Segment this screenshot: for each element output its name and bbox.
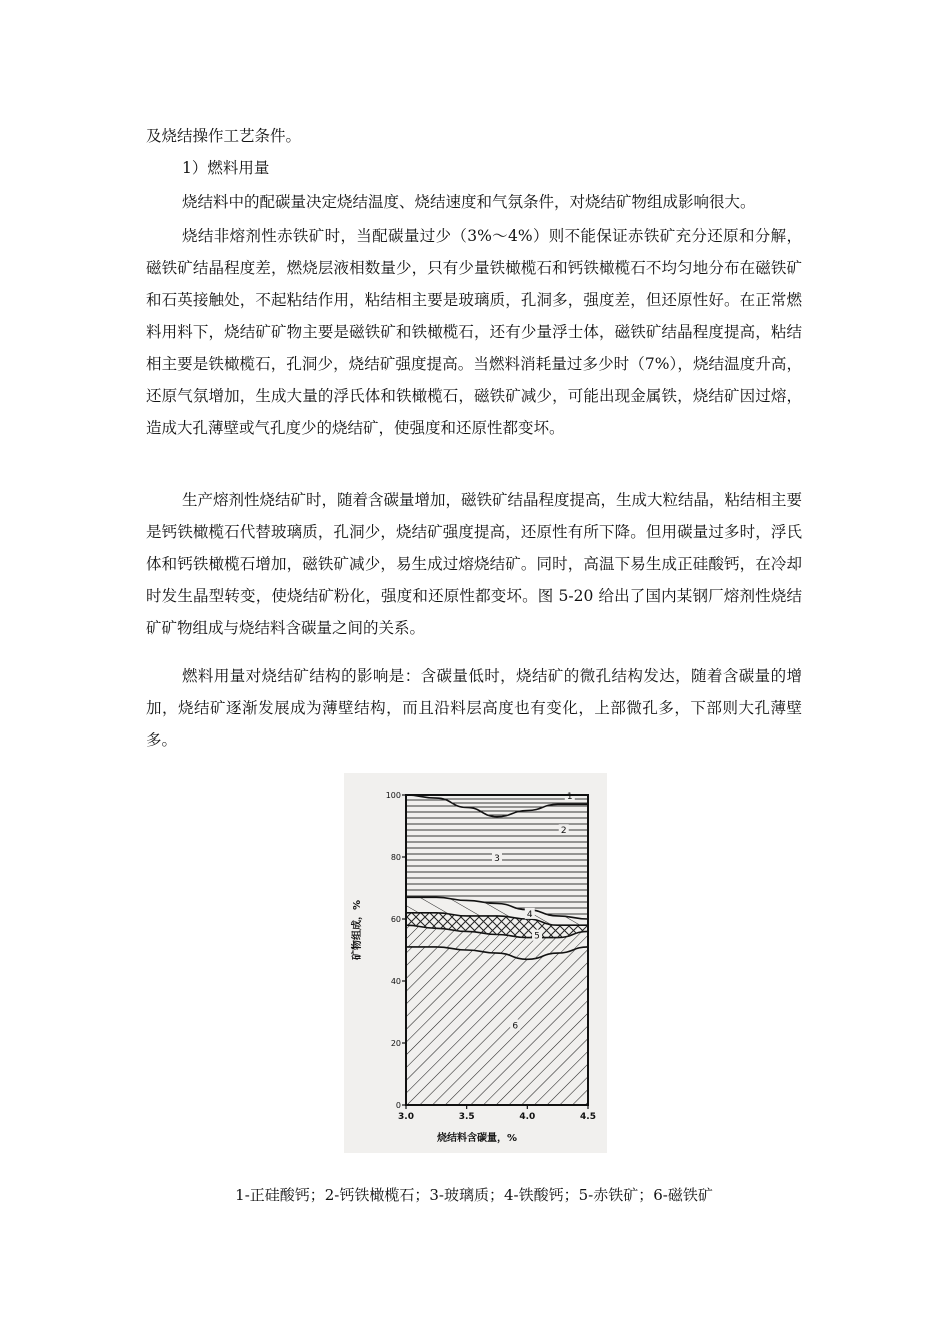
x-axis-label: 烧结料含碳量，% — [436, 1133, 518, 1144]
section-heading-fuel: 1）燃料用量 — [182, 159, 270, 177]
chart-regions — [406, 790, 588, 1105]
region-label-2: 2 — [560, 826, 567, 837]
x-tick-label: 4.0 — [519, 1112, 536, 1122]
y-tick-label: 100 — [385, 791, 401, 800]
paragraph-flux-sinter: 生产熔剂性烧结矿时，随着含碳量增加，磁铁矿结晶程度提高，生成大粒结晶，粘结相主要是钙铁橄榄石代替玻璃质，孔洞少，烧结矿强度提高，还原性有所下降。但用碳量过多时，浮氏体和钙铁橄榄石增加，磁铁矿减少，易生成过熔烧结矿。同时，高温下易生成正硅酸钙，在冷却时发生晶型转变，使烧结矿粉化，强度和还原性都变坏。图 5-20 给出了国内某钢厂熔剂性烧结矿矿物组成与烧结料含碳量之间的关系。 — [146, 491, 803, 637]
figure-mineral-composition — [344, 773, 607, 1153]
paragraph-nonflux-sinter: 烧结非熔剂性赤铁矿时，当配碳量过少（3%～4%）则不能保证赤铁矿充分还原和分解，磁铁矿结晶程度差，燃烧层液相数量少，只有少量铁橄榄石和钙铁橄榄石不均匀地分布在磁铁矿和石英接触处，不起粘结作用，粘结相主要是玻璃质，孔洞多，强度差，但还原性好。在正常燃料用料下，烧结矿矿物主要是磁铁矿和铁橄榄石，还有少量浮士体，磁铁矿结晶程度提高，粘结相主要是铁橄榄石，孔洞少，烧结矿强度提高。当燃料消耗量过多少时（7%），烧结温度升高，还原气氛增加，生成大量的浮氏体和铁橄榄石，磁铁矿减少，可能出现金属铁，烧结矿因过熔，造成大孔薄壁或气孔度少的烧结矿，使强度和还原性都变坏。 — [146, 227, 802, 437]
region-label-6: 6 — [512, 1021, 519, 1032]
y-tick-label: 40 — [390, 977, 401, 986]
x-tick-label: 3.5 — [458, 1112, 475, 1122]
region-label-3: 3 — [494, 854, 500, 865]
y-tick-label: 0 — [395, 1101, 401, 1110]
y-axis-label: 矿物组成，% — [352, 899, 363, 961]
paragraph-intro: 烧结料中的配碳量决定烧结温度、烧结速度和气氛条件，对烧结矿物组成影响很大。 — [182, 193, 756, 211]
x-tick-label: 4.5 — [580, 1112, 596, 1122]
region-label-4: 4 — [526, 909, 533, 920]
paragraph-continuation: 及烧结操作工艺条件。 — [146, 127, 302, 145]
figure-caption: 1-正硅酸钙；2-钙铁橄榄石；3-玻璃质；4-铁酸钙；5-赤铁矿；6-磁铁矿 — [235, 1186, 713, 1204]
paragraph-structure: 燃料用量对烧结矿结构的影响是：含碳量低时，烧结矿的微孔结构发达，随着含碳量的增加，烧结矿逐渐发展成为薄壁结构，而且沿料层高度也有变化，上部微孔多，下部则大孔薄壁多。 — [146, 667, 802, 749]
y-tick-label: 20 — [390, 1039, 401, 1048]
mineral-composition-chart — [344, 773, 607, 1153]
region-label-5: 5 — [534, 931, 540, 942]
region-6-magnetite — [406, 947, 588, 1105]
y-tick-label: 80 — [390, 853, 401, 862]
y-tick-label: 60 — [390, 915, 401, 924]
x-tick-label: 3.0 — [398, 1112, 414, 1122]
region-label-1: 1 — [566, 792, 573, 803]
